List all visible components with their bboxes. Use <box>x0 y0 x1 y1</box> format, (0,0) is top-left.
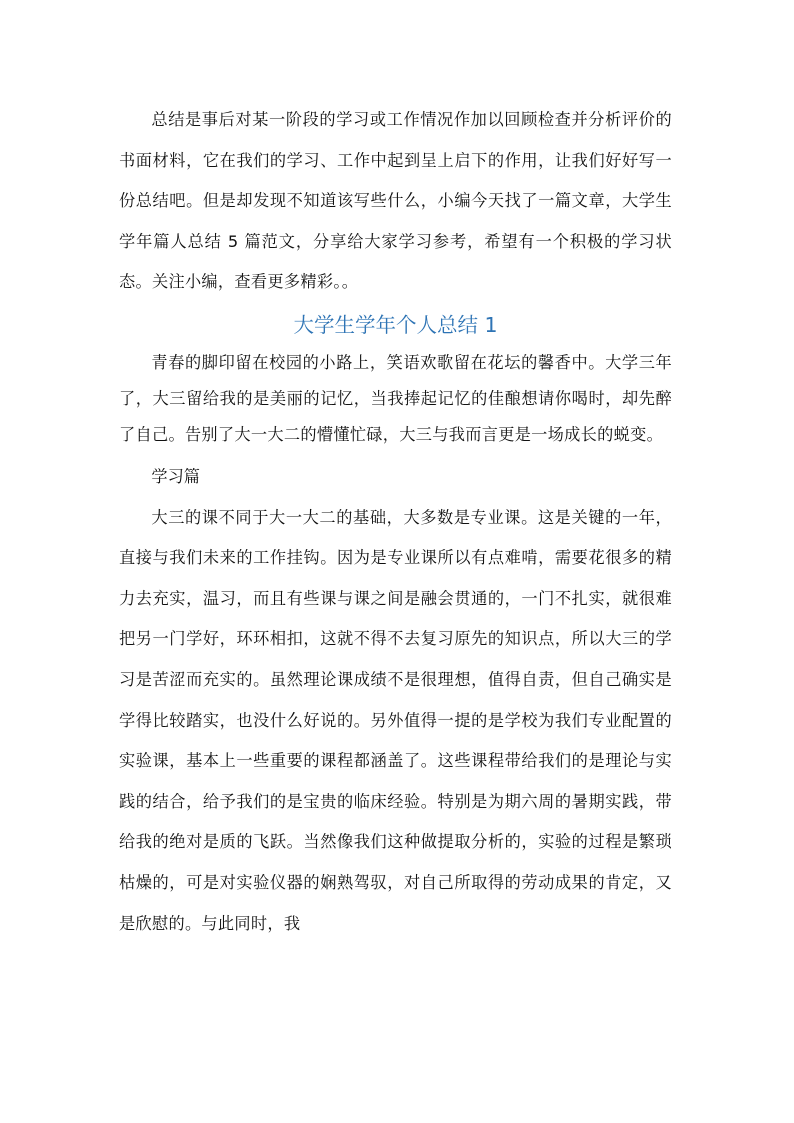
document-page <box>119 100 672 944</box>
intro-paragraph: 总结是事后对某一阶段的学习或工作情况作加以回顾检查并分析评价的书面材料，它在我们的学习、工作中起到呈上启下的作用，让我们好好写一份总结吧。但是却发现不知道该写些什么，小编今天找了一篇文章，大学生学年篇人总结 5 篇范文，分享给大家学习参考，希望有一个积极的学习状态。关注小编，查看更多精彩。。 <box>119 110 672 292</box>
body-paragraph-1: 青春的脚印留在校园的小路上，笑语欢歌留在花坛的馨香中。大学三年了，大三留给我的是美丽的记忆，当我捧起记忆的佳酿想请你喝时，却先醉了自己。告别了大一大二的懵懂忙碌，大三与我而言更是一场成长的蜕变。 <box>119 352 672 444</box>
subheading-study: 学习篇 <box>151 466 200 486</box>
section-title: 大学生学年个人总结 1 <box>293 312 498 337</box>
body-paragraph-2: 大三的课不同于大一大二的基础，大多数是专业课。这是关键的一年，直接与我们未来的工作挂钩。因为是专业课所以有点难啃，需要花很多的精力去充实，温习，而且有些课与课之间是融会贯通的，一门不扎实，就很难把另一门学好，环环相扣，这就不得不去复习原先的知识点，所以大三的学习是苦涩而充实的。虽然理论课成绩不是很理想，值得自责，但自己确实是学得比较踏实，也没什么好说的。另外值得一提的是学校为我们专业配置的实验课，基本上一些重要的课程都涵盖了。这些课程带给我们的是理论与实践的结合，给予我们的是宝贵的临床经验。特别是为期六周的暑期实践，带给我的绝对是质的飞跃。当然像我们这种做提取分析的，实验的过程是繁琐枯燥的，可是对实验仪器的娴熟驾驭，对自己所取得的劳动成果的肯定，又是欣慰的。与此同时，我 <box>119 507 672 933</box>
